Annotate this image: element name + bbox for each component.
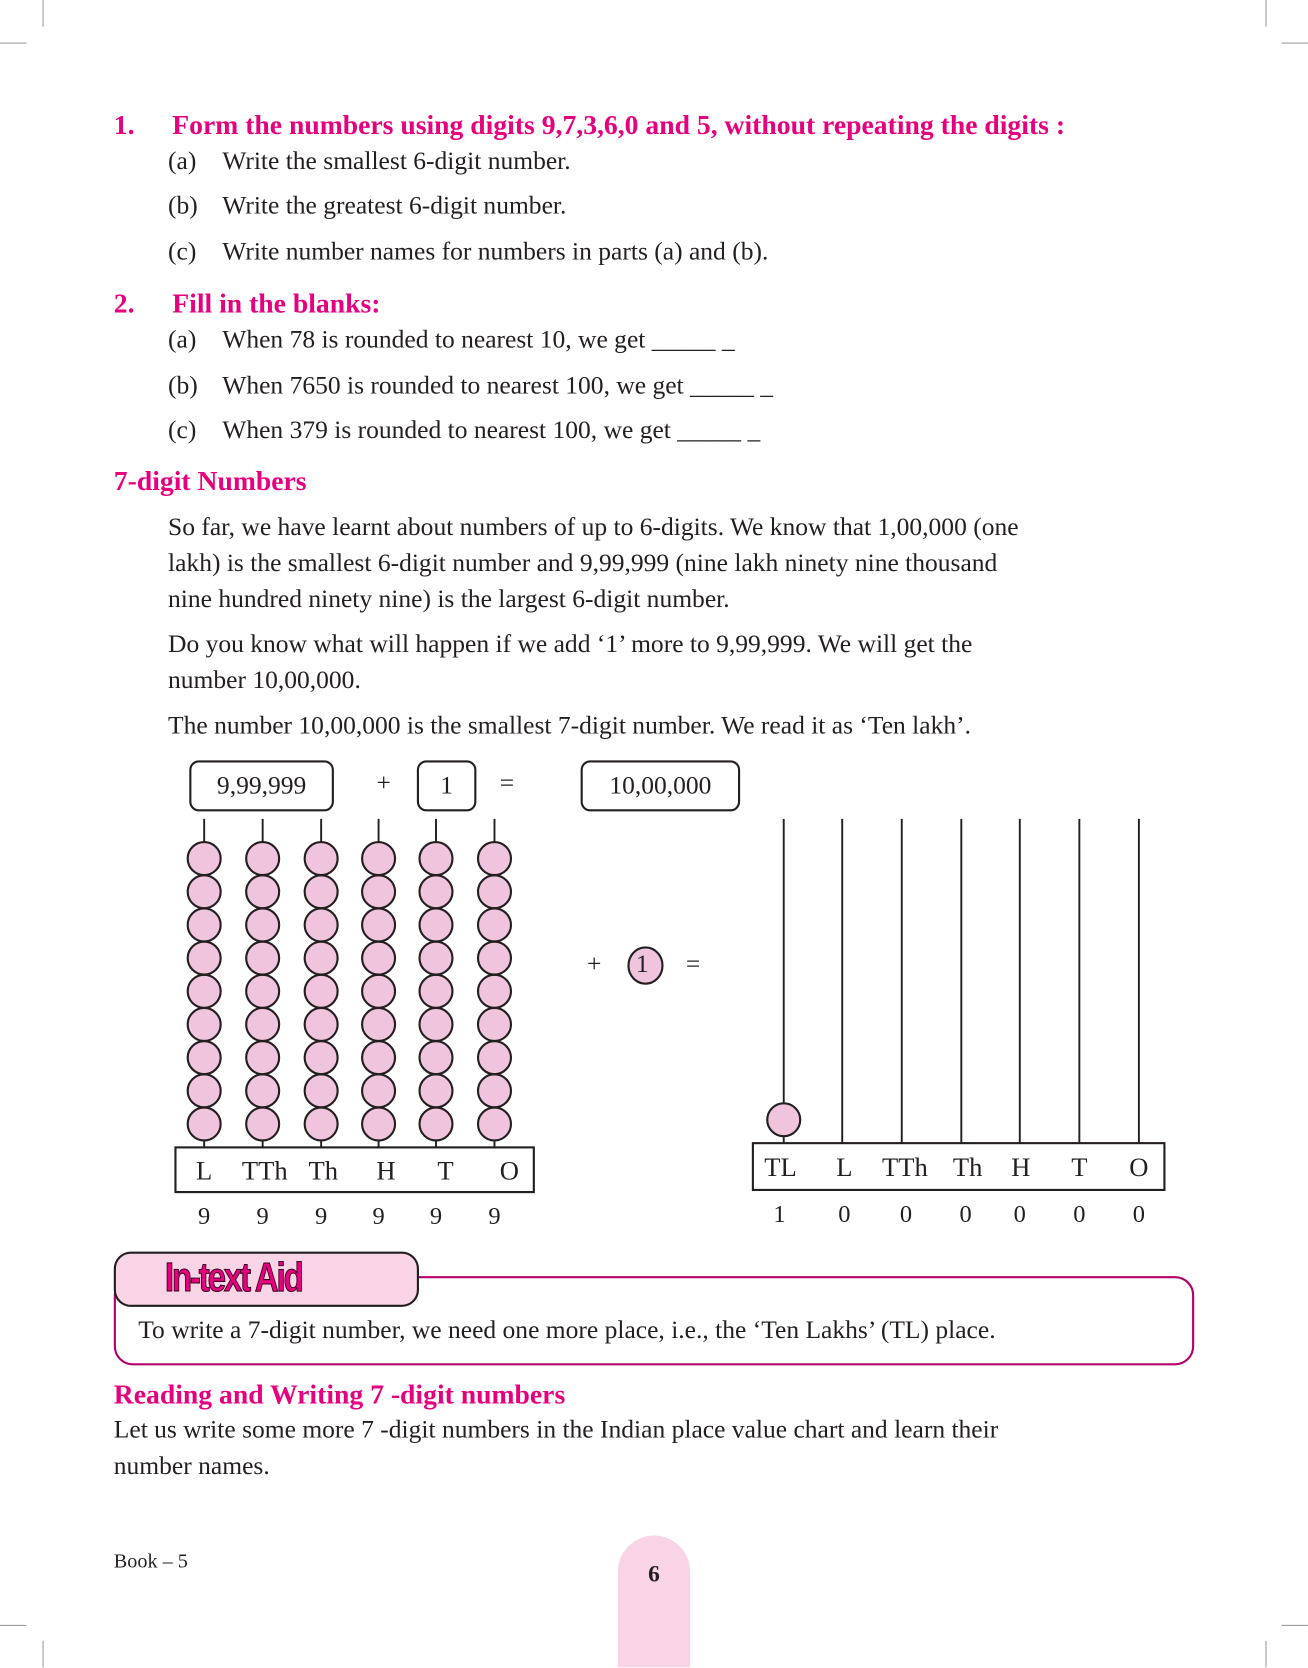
paragraph-line: The number 10,00,000 is the smallest 7-digit number. We read it as ‘Ten lakh’. [168,712,972,741]
left-bead [362,1108,395,1141]
left-bead [246,942,279,975]
plus-sign: + [586,950,602,979]
item-text: Write the greatest 6-digit number. [222,192,567,221]
value-box-result: 10,00,000 [581,760,741,811]
left-bead [478,1041,511,1074]
left-bead [362,1008,395,1041]
left-bead [478,842,511,875]
paragraph-line: lakh) is the smallest 6-digit number and 9,99,999 (nine lakh ninety nine thousand [168,549,998,578]
paragraph-line: Let us write some more 7 -digit numbers in the Indian place value chart and learn their [113,1416,999,1445]
left-bead [305,908,338,941]
left-bead [478,908,511,941]
left-bead [478,1108,511,1141]
left-bead [188,1008,221,1041]
item-label: (c) [168,416,197,445]
right-digit: 0 [1132,1200,1146,1228]
left-bead [188,875,221,908]
value-box-addend: 1 [417,760,477,811]
left-bead [305,1008,338,1041]
left-bead [188,908,221,941]
left-bead [246,875,279,908]
left-bead [305,1108,338,1141]
right-digit: 0 [959,1200,972,1228]
left-bead [305,875,338,908]
left-bead [420,1008,453,1041]
plus-sign: + [376,769,391,798]
item-label: (b) [168,372,198,400]
bead-label: 1 [635,950,649,979]
right-place-label: TTh [882,1152,928,1183]
left-digit: 9 [198,1202,211,1230]
right-digit: 0 [1013,1200,1026,1228]
question-title: Fill in the blanks: [172,288,381,320]
left-bead [478,1008,511,1041]
left-bead [246,842,279,875]
right-place-label: O [1129,1152,1149,1183]
paragraph-line: nine hundred ninety nine) is the largest 6-digit number. [168,585,730,614]
in-text-aid-tab [114,1252,419,1307]
item-text: Write the smallest 6-digit number. [222,147,571,176]
left-bead [362,1041,395,1074]
in-text-aid-title: In-text Aid [164,1255,302,1301]
value-box-left: 9,99,999 [189,760,334,811]
left-bead [478,875,511,908]
page-number-tab [618,1536,690,1668]
item-label: (a) [168,326,197,355]
book-label: Book – 5 [113,1550,188,1573]
left-bead [188,1041,221,1074]
left-place-box [175,1147,533,1192]
equals-sign: = [499,769,515,798]
left-bead [188,942,221,975]
left-bead [420,1041,453,1074]
right-digit: 1 [773,1200,786,1228]
left-bead [362,1074,395,1107]
left-digit: 9 [488,1202,501,1230]
left-bead [478,942,511,975]
left-bead [305,1074,338,1107]
right-place-label: T [1071,1152,1088,1183]
left-bead [188,975,221,1008]
left-bead [362,842,395,875]
right-place-label: L [836,1152,853,1183]
left-digit: 9 [315,1202,328,1230]
left-bead [305,942,338,975]
right-bead [767,1103,800,1136]
left-place-label: TTh [241,1155,288,1186]
right-place-label: H [1011,1152,1031,1183]
left-bead [246,908,279,941]
left-digit: 9 [429,1202,443,1230]
right-digit: 0 [899,1200,913,1228]
right-place-label: TL [764,1152,797,1183]
item-text: When 78 is rounded to nearest 10, we get _____ _ [222,326,735,355]
right-digit: 0 [1073,1200,1086,1228]
left-place-label: O [499,1155,519,1186]
left-digit: 9 [372,1202,385,1230]
item-label: (c) [168,238,197,266]
item-text: Write number names for numbers in parts (a) and (b). [222,238,769,266]
section-heading: Reading and Writing 7 -digit numbers [113,1379,566,1411]
paragraph-line: So far, we have learnt about numbers of up to 6-digits. We know that 1,00,000 (one [168,513,1019,542]
left-place-label: T [437,1155,454,1186]
left-bead [188,1074,221,1107]
left-bead [420,1074,453,1107]
section-heading: 7-digit Numbers [113,465,307,497]
item-text: When 379 is rounded to nearest 100, we get _____ _ [222,416,761,445]
left-bead [305,975,338,1008]
left-bead [420,875,453,908]
item-text: When 7650 is rounded to nearest 100, we get _____ _ [222,372,773,400]
left-bead [478,1074,511,1107]
left-place-label: Th [308,1155,339,1186]
item-label: (b) [168,192,198,221]
question-number: 2. [113,288,135,320]
left-bead [246,1041,279,1074]
page-number: 6 [648,1560,660,1587]
left-bead [420,842,453,875]
left-place-label: H [376,1155,396,1186]
left-bead [420,975,453,1008]
left-bead [362,975,395,1008]
paragraph-line: number names. [113,1452,270,1481]
right-place-label: Th [952,1152,983,1183]
paragraph-line: number 10,00,000. [168,666,361,695]
question-number: 1. [113,109,135,141]
left-bead [246,1108,279,1141]
left-bead [246,1008,279,1041]
aid-text: To write a 7-digit number, we need one more place, i.e., the ‘Ten Lakhs’ (TL) place. [138,1316,996,1345]
left-bead [362,875,395,908]
left-bead [246,1074,279,1107]
left-bead [478,975,511,1008]
left-bead [362,942,395,975]
left-bead [188,1108,221,1141]
question-title: Form the numbers using digits 9,7,3,6,0 and 5, without repeating the digits : [172,109,1066,141]
left-place-label: L [196,1155,213,1186]
left-digit: 9 [256,1202,269,1230]
left-bead [246,975,279,1008]
left-bead [420,1108,453,1141]
equals-sign: = [685,950,701,979]
left-bead [188,842,221,875]
right-digit: 0 [838,1200,851,1228]
left-bead [420,908,453,941]
left-bead [305,842,338,875]
item-label: (a) [168,147,197,176]
paragraph-line: Do you know what will happen if we add ‘1’ more to 9,99,999. We will get the [168,630,973,659]
left-bead [420,942,453,975]
left-bead [305,1041,338,1074]
left-bead [362,908,395,941]
